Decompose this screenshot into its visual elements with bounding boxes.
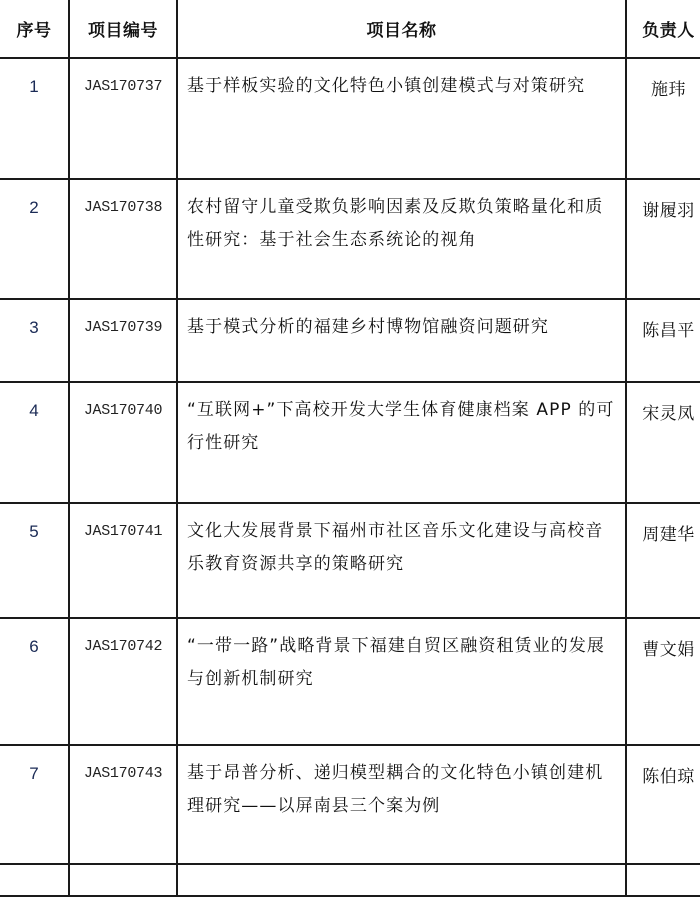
cell-lead: 周建华 <box>626 503 700 618</box>
table-row-partial <box>0 864 700 896</box>
cell-code: JAS170743 <box>69 745 177 864</box>
cell-name: “互联网+”下高校开发大学生体育健康档案 APP 的可行性研究 <box>177 382 626 503</box>
table-row <box>0 58 700 179</box>
cell-name: 文化大发展背景下福州市社区音乐文化建设与高校音乐教育资源共享的策略研究 <box>177 503 626 618</box>
cell-name: 基于样板实验的文化特色小镇创建模式与对策研究 <box>177 58 626 179</box>
table-row <box>0 745 700 864</box>
cell-name <box>177 864 626 896</box>
cell-lead: 宋灵凤 <box>626 382 700 503</box>
cell-seq: 3 <box>0 299 69 382</box>
header-seq: 序号 <box>0 0 69 58</box>
cell-name: 农村留守儿童受欺负影响因素及反欺负策略量化和质性研究：基于社会生态系统论的视角 <box>177 179 626 299</box>
cell-name: 基于模式分析的福建乡村博物馆融资问题研究 <box>177 299 626 382</box>
cell-code: JAS170742 <box>69 618 177 745</box>
cell-code: JAS170737 <box>69 58 177 179</box>
cell-code: JAS170740 <box>69 382 177 503</box>
cell-seq: 5 <box>0 503 69 618</box>
table-row <box>0 299 700 382</box>
cell-seq: 4 <box>0 382 69 503</box>
header-name: 项目名称 <box>177 0 626 58</box>
cell-seq <box>0 864 69 896</box>
table-row <box>0 382 700 503</box>
cell-code: JAS170741 <box>69 503 177 618</box>
header-code: 项目编号 <box>69 0 177 58</box>
cell-seq: 6 <box>0 618 69 745</box>
cell-seq: 2 <box>0 179 69 299</box>
cell-code <box>69 864 177 896</box>
header-row <box>0 0 700 58</box>
table-row <box>0 503 700 618</box>
cell-code: JAS170739 <box>69 299 177 382</box>
cell-lead: 曹文娟 <box>626 618 700 745</box>
cell-code: JAS170738 <box>69 179 177 299</box>
header-lead: 负责人 <box>626 0 700 58</box>
cell-lead: 施玮 <box>626 58 700 179</box>
cell-seq: 7 <box>0 745 69 864</box>
cell-name: “一带一路”战略背景下福建自贸区融资租赁业的发展与创新机制研究 <box>177 618 626 745</box>
cell-lead: 谢履羽 <box>626 179 700 299</box>
table-row <box>0 179 700 299</box>
cell-lead <box>626 864 700 896</box>
cell-lead: 陈昌平 <box>626 299 700 382</box>
cell-seq: 1 <box>0 58 69 179</box>
cell-lead: 陈伯琼 <box>626 745 700 864</box>
cell-name: 基于昂普分析、递归模型耦合的文化特色小镇创建机理研究——以屏南县三个案为例 <box>177 745 626 864</box>
table-row <box>0 618 700 745</box>
